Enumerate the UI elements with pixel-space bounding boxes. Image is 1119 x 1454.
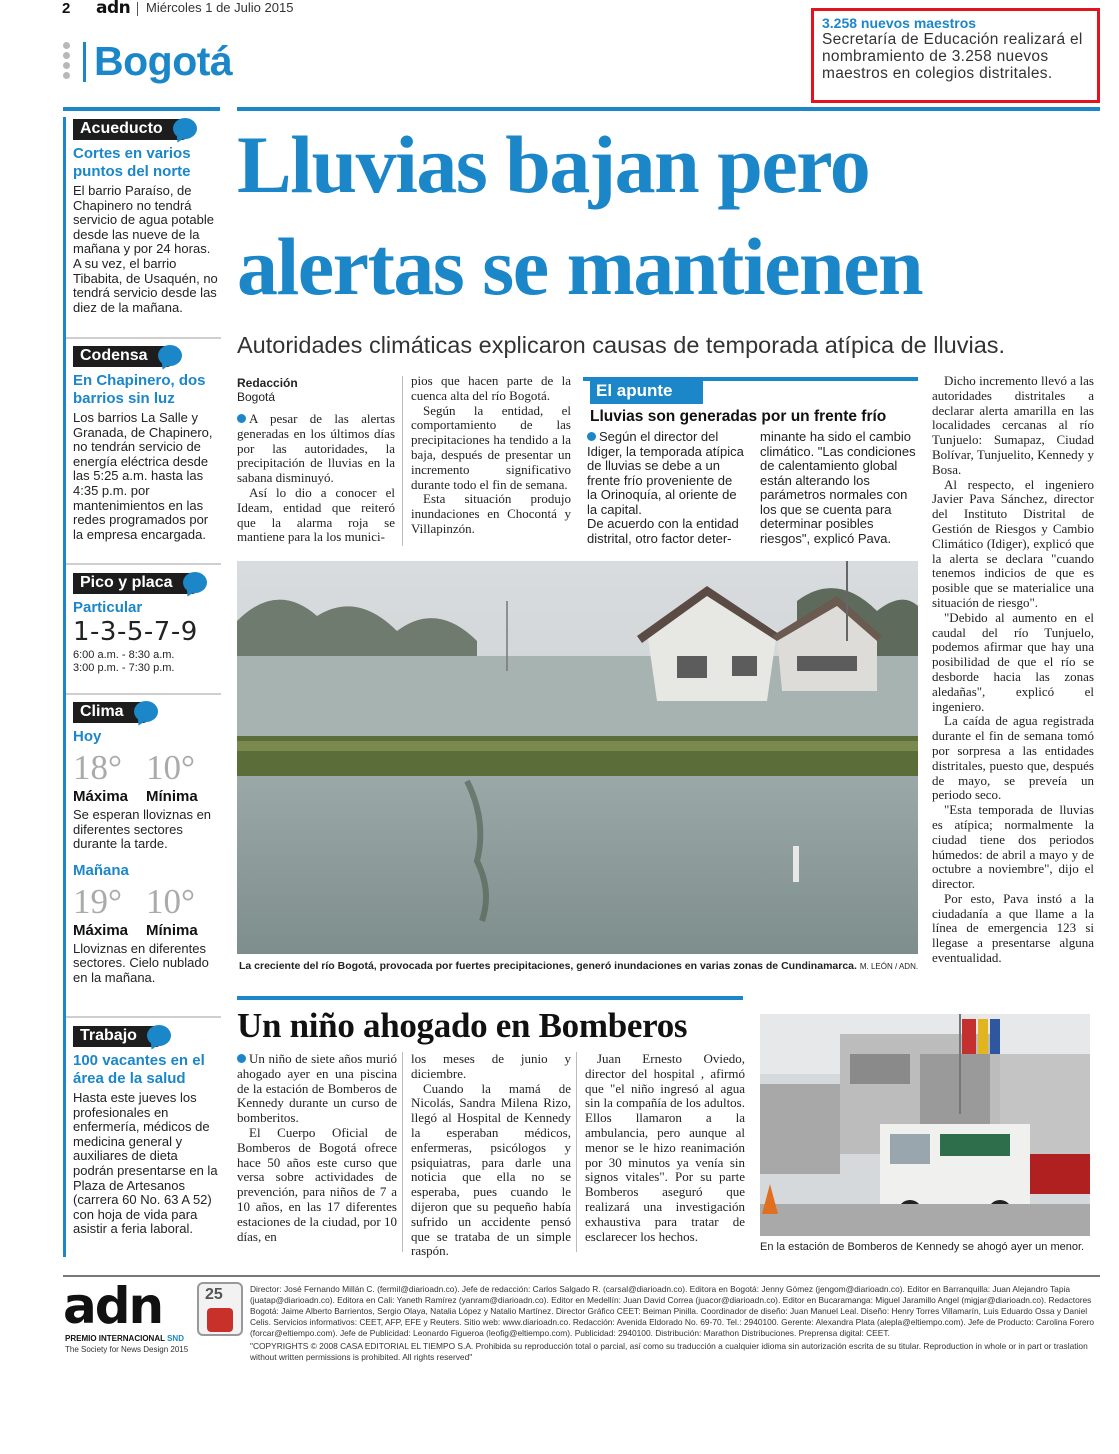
tag-trabajo — [73, 1026, 165, 1047]
speech-bubble-icon — [134, 701, 158, 722]
caption-text: La creciente del río Bogotá, provocada por fuertes precipitaciones, generó inundaciones en varias zonas de Cundinamarca. — [239, 960, 857, 972]
sidebar-pico-placa — [73, 573, 219, 675]
apunte-tag: El apunte — [590, 378, 703, 404]
sidebar-codensa — [73, 346, 219, 542]
anniversary-number: 25 — [205, 1286, 223, 1303]
paragraph: Dicho incremento llevó a las autoridades distritales a declarar alerta amarilla en las localidades cercanas al río Tunjuelo: Sumapaz, Ciudad Bolívar, Tunjuelito, Kennedy y Bosa. — [932, 373, 1094, 477]
paragraph: A pesar de las alertas generadas en los últimos días por las autoridades, la precipitación de lluvias en la sabana disminuyó. — [237, 411, 395, 486]
trabajo-body: Hasta este jueves los profesionales en enfermería, médicos de medicina general y auxiliares de dieta podrán presentarse en la Plaza de Artesanos (carrera 60 No. 63 A 52) con hoja de vida para asistir a feria laboral. — [73, 1090, 218, 1237]
paragraph: Según la entidad, el comportamiento de las precipitaciones ha tendido a la baja, después de presentar un incremento significativo durante todo el fin de semana. — [411, 402, 571, 492]
second-col-1 — [237, 1052, 397, 1244]
tag-label: Pico y placa — [80, 574, 173, 591]
sidebar — [63, 117, 220, 1257]
dateline: Miércoles 1 de Julio 2015 — [146, 0, 294, 15]
tag-label: Trabajo — [80, 1027, 137, 1044]
byline-name: Redacción — [237, 376, 298, 390]
max-label: Máxima — [73, 921, 129, 939]
clima-today-label: Hoy — [73, 728, 102, 745]
paragraph: Según el director del Idiger, la temporada atípica de lluvias se debe a un frente frío proveniente de la Orinoquía, al oriente de la capital. — [587, 429, 744, 517]
tag-label: Acueducto — [80, 120, 163, 137]
paragraph: los meses de junio y diciembre. — [411, 1051, 571, 1081]
temp-labels — [73, 922, 219, 939]
clima-tomorrow-text: Lloviznas en diferentes sectores. Cielo nublado en la mañana. — [73, 940, 209, 985]
temp-min-tomorrow: 10° — [146, 881, 195, 921]
section-bar — [83, 42, 86, 82]
column-divider — [402, 376, 403, 546]
page-number: 2 — [62, 0, 71, 17]
adn-logo: adn — [63, 1277, 163, 1335]
fire-station-caption: En la estación de Bomberos de Kennedy se ahogó ayer un menor. — [760, 1241, 1085, 1253]
codensa-body: Los barrios La Salle y Granada, de Chapinero, no tendrán servicio de energía eléctrica desde las 5:25 a.m. hasta las 4:35 p.m. por mantenimientos en las redes programados por la empresa encargada. — [73, 410, 213, 542]
section-dots — [63, 42, 71, 82]
sidebar-divider — [66, 693, 221, 695]
sidebar-top-rule — [63, 107, 220, 111]
fire-station-photo — [760, 1014, 1090, 1236]
tag-acueducto — [73, 119, 191, 140]
column-divider — [402, 1052, 403, 1252]
footer-rule — [63, 1275, 1100, 1277]
flood-photo-caption — [239, 960, 918, 972]
paragraph: El Cuerpo Oficial de Bomberos de Bogotá ofrece hace 50 años este curso que versa sobre actividades de prevención, para niños de 7 a 10 años, en las 17 diferentes estaciones de la ciudad, por 10 días, en — [237, 1124, 397, 1244]
pico-hours-morning: 6:00 a.m. - 8:30 a.m. — [73, 649, 175, 661]
flood-photo-image — [237, 561, 918, 954]
speech-bubble-icon — [147, 1025, 171, 1046]
column-divider — [576, 1052, 577, 1252]
copyright-text: "COPYRIGHTS © 2008 CASA EDITORIAL EL TIEMPO S.A. Prohibida su reproducción total o parcial, así como su traducción a cualquier idioma sin autorización escrita de su titular. Reproduction in whole or in part or traslation without written permissions is prohibited. All rights reserved" — [250, 1341, 1088, 1362]
speech-bubble-icon — [183, 572, 207, 593]
apunte-col-1 — [587, 430, 745, 546]
credits-text: Director: José Fernando Millán C. (fermil@diarioadn.co). Jefe de redacción: Carlos Salgado R. (carsal@diarioadn.co). Editora en Bogotá: Jenny Gómez (jengom@diarioadn.co). Editor en Barranquilla: Juan Alejandro Tapia (juatap@diarioadn.co). Editora en Cali: Yaneth Ramírez (yanram@diarioadn.co). Editor en Medellín: Juan David Correa (juacor@diarioadn.co). Editor en Bucaramanga: Miguel Jaramillo Angel (migjar@diarioadn.co). Redactores Bogotá: Jaime Alberto Barrientos, Sergio Olaya, Natalia López y Natalio Martínez. Director Gráfico CEET: Beiman Pinilla. Coordinador de diseño: Juan Manuel Leal. Diseño: Henry Torres Villamarín, Luis Eduardo Ossa y Daniel Celis. Servicios informativos: CEET, AFP, EFE y Reuters. Sitio web: www.diarioadn.co. Redacción: Avenida Eldorado No. 69-70. Tel.: 2940100. Gerente: Alexandra Plata (alepla@eltiempo.com). Jefe de Producto: Carolina Forero (forcar@eltiempo.com). Jefe de Publicidad: Leonardo Figueroa (leofig@eltiempo.com). Publicidad: 2940100. Distribución: Marathon Distribuciones. Preprensa digital: CEET. — [250, 1284, 1095, 1338]
acueducto-body: El barrio Paraíso, de Chapinero no tendrá servicio de agua potable desde las nueve de la mañana y por 24 horas. A su vez, el barrio Tibabita, de Usaquén, no tendrá servicio desde las diez de la mañana. — [73, 183, 218, 315]
main-col-2 — [411, 374, 571, 537]
badge-icon — [207, 1308, 233, 1332]
sidebar-divider — [66, 1016, 221, 1018]
clima-tomorrow-label: Mañana — [73, 861, 129, 879]
sidebar-divider — [66, 563, 221, 565]
sidebar-trabajo — [73, 1026, 219, 1237]
society-text: The Society for News Design 2015 — [65, 1345, 189, 1354]
temp-max-today: 18° — [73, 748, 122, 787]
paragraph: Así lo dio a conocer el Ideam, entidad que reiteró que la alarma roja se mantiene para la los munici- — [237, 484, 395, 545]
paragraph: Cuando la mamá de Nicolás, Sandra Milena Rizo, llegó al Hospital de Kennedy la esperaban médicos, enfermeras, psicólogos y psiquiatras, para darle una noticia que ella no se esperaba, pues cuando le dijeron que su pequeño había sufrido un accidente pensó que se trataba de un simple raspón. — [411, 1080, 571, 1259]
min-label: Mínima — [146, 921, 198, 939]
byline-city: Bogotá — [237, 390, 276, 404]
tag-pico-placa — [73, 573, 201, 594]
temp-labels — [73, 788, 219, 805]
bullet-icon — [237, 1054, 246, 1063]
second-col-3 — [585, 1052, 745, 1244]
main-headline: Lluvias bajan pero alertas se mantienen — [237, 119, 923, 312]
temps-today — [73, 748, 219, 788]
tag-label: Codensa — [80, 347, 148, 364]
main-col-1 — [237, 376, 395, 545]
award-line — [65, 1334, 184, 1343]
paragraph: pios que hacen parte de la cuenca alta del río Bogotá. — [411, 373, 571, 403]
max-label: Máxima — [73, 788, 129, 805]
second-col-2 — [411, 1052, 571, 1259]
award-text: PREMIO INTERNACIONAL — [65, 1334, 165, 1343]
paragraph: "Esta temporada de lluvias es atípica; normalmente la ciudad tiene dos periodos húmedos: de abril a mayo y de octubre a noviembre", dijo el director. — [932, 802, 1094, 892]
fire-station-photo-image — [760, 1014, 1090, 1236]
apunte-title: Lluvias son generadas por un frente frío — [590, 408, 887, 425]
min-label: Mínima — [146, 788, 198, 805]
section-title: Bogotá — [94, 38, 233, 84]
main-top-rule — [237, 107, 1100, 111]
sidebar-clima — [73, 702, 219, 986]
teaser-box[interactable] — [811, 8, 1100, 103]
sidebar-acueducto — [73, 119, 219, 315]
second-story-rule — [237, 996, 743, 1000]
photo-credit: M. LEÓN / ADN. — [859, 962, 919, 971]
pico-hours-afternoon: 3:00 p.m. - 7:30 p.m. — [73, 662, 175, 674]
main-subhead: Autoridades climáticas explicaron causas de temporada atípica de lluvias. — [237, 332, 1006, 358]
bullet-icon — [237, 414, 246, 423]
anniversary-badge — [197, 1282, 243, 1336]
main-col-5 — [932, 374, 1094, 966]
trabajo-headline: 100 vacantes en el área de la salud — [73, 1052, 205, 1087]
codensa-headline: En Chapinero, dos barrios sin luz — [73, 372, 206, 407]
tag-clima — [73, 702, 152, 723]
temp-max-tomorrow: 19° — [73, 881, 122, 921]
clima-today-text: Se esperan lloviznas en diferentes sectores durante la tarde. — [73, 807, 212, 852]
pico-headline: Particular — [73, 599, 143, 616]
paragraph: Esta situación produjo inundaciones en Chocontá y Villapinzón. — [411, 491, 571, 536]
acueducto-headline: Cortes en varios puntos del norte — [73, 145, 191, 180]
snd-mark: SND — [167, 1334, 184, 1343]
paragraph: De acuerdo con la entidad distrital, otro factor deter- — [587, 516, 739, 546]
paragraph: Un niño de siete años murió ahogado ayer en una piscina de la estación de Bomberos de Kennedy durante un curso de bomberitos. — [237, 1051, 397, 1126]
paragraph: "Debido al aumento en el caudal del río Tunjuelo, podemos afirmar que hay una posibilidad de que el río se desborde hacia las zonas aledañas", explicó el ingeniero. — [932, 609, 1094, 714]
paragraph: La caída de agua registrada durante el fin de semana tomó por sorpresa a las entidades distritales, puesto que, después de mayo, se preveía un periodo seco. — [932, 713, 1094, 803]
flood-photo — [237, 561, 918, 954]
pico-numbers: 1-3-5-7-9 — [73, 617, 198, 647]
temp-min-today: 10° — [146, 748, 195, 787]
speech-bubble-icon — [173, 118, 197, 139]
brand-logo-small: adn — [96, 0, 131, 18]
teaser-text: Secretaría de Educación realizará el nombramiento de 3.258 nuevos maestros en colegios distritales. — [822, 31, 1083, 82]
tag-label: Clima — [80, 703, 124, 720]
apunte-col-2: minante ha sido el cambio climático. "Las condiciones de calentamiento global están alterando los parámetros normales con los que se cuenta para determinar posibles riesgos", explicó Pava. — [760, 429, 916, 546]
speech-bubble-icon — [158, 345, 182, 366]
header-divider — [137, 2, 138, 16]
paragraph: Juan Ernesto Oviedo, director del hospital , afirmó que "el niño ingresó al agua sin la compañía de los adultos. Ellos llamaron a la ambulancia, pero aunque al menor se le hizo reanimación por 30 minutos ya venía sin signos vitales". Por su parte Bomberos aseguró que realizará una investigación exhaustiva para tratar de esclarecer los hechos. — [585, 1051, 745, 1244]
teaser-title: 3.258 nuevos maestros — [822, 15, 977, 31]
paragraph: Al respecto, el ingeniero Javier Pava Sánchez, director del Instituto Distrital de Gestión de Riesgos y Cambio Climático (Idiger), explicó que la alerta se declara "cuando tenemos indicios de que es posible que se materialice una situación de riesgo". — [932, 476, 1094, 610]
temps-tomorrow — [73, 882, 219, 922]
sidebar-divider — [66, 337, 221, 339]
footer-credits — [250, 1284, 1100, 1363]
footer-logo — [63, 1277, 243, 1360]
second-headline: Un niño ahogado en Bomberos — [237, 1006, 688, 1045]
bullet-icon — [587, 432, 596, 441]
paragraph: Por esto, Pava instó a la ciudadanía a que llame a la línea de emergencia 123 si llegase a presentarse alguna eventualidad. — [932, 890, 1094, 966]
tag-codensa — [73, 346, 176, 367]
